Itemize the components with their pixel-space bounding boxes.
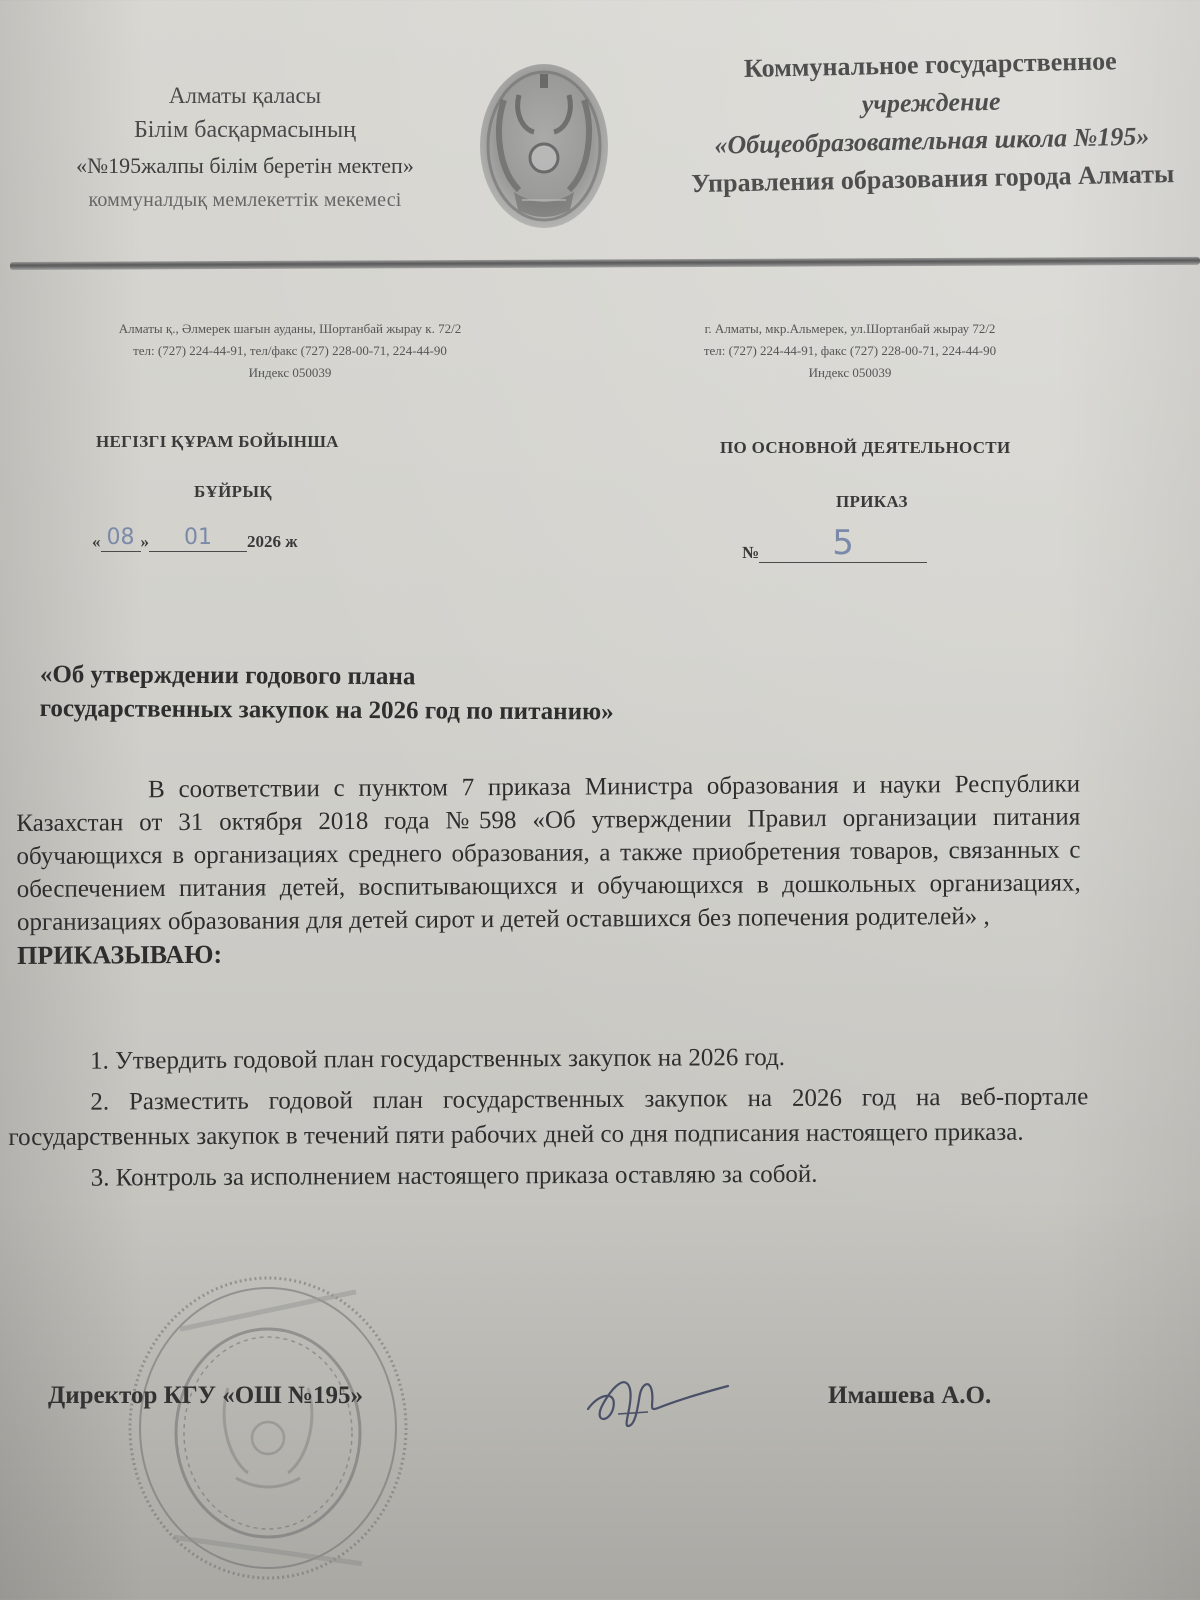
address-russian: [600, 318, 1100, 384]
signatory-position: Директор КГУ «ОШ №195»: [48, 1382, 364, 1409]
order-number: [742, 523, 927, 563]
header-ru-line-4: Управления образования города Алматы: [690, 159, 1175, 199]
order-item-2: 2. Разместить годовой план государственных закупок на 2026 год на веб-портале государственных закупок в течений пяти рабочих дней со дня подписания настоящего приказа.: [8, 1083, 1089, 1151]
date-year: 2026 ж: [247, 532, 298, 551]
order-items: [8, 1038, 1089, 1202]
order-item-3: 3. Контроль за исполнением настоящего приказа оставляю за собой.: [90, 1160, 818, 1192]
address-kazakh: [30, 318, 550, 384]
order-date: [92, 525, 298, 552]
document-title: [40, 658, 614, 730]
order-command: ПРИКАЗЫВАЮ:: [17, 939, 223, 970]
handwritten-signature-icon: [578, 1364, 738, 1434]
address-kz-index: Индекс 050039: [248, 365, 332, 380]
preamble: [16, 768, 1081, 972]
header-russian: [650, 40, 1200, 204]
date-close-quote: »: [140, 532, 149, 551]
order-item-1: 1. Утвердить годовой план государственных закупок на 2026 год.: [90, 1043, 786, 1075]
order-word-russian: ПРИКАЗ: [836, 492, 908, 511]
address-ru-index: Индекс 050039: [808, 365, 892, 380]
official-stamp-icon: [118, 1268, 418, 1598]
order-word-kazakh: БҰЙРЫҚ: [194, 482, 272, 501]
address-ru-phones: тел: (727) 224-44-91, факс (727) 228-00-71, 224-44-90: [703, 343, 997, 358]
order-number-handwritten: 5: [832, 523, 854, 563]
header-kz-line-2: Білім басқармасының: [133, 117, 356, 143]
header-divider: [10, 257, 1200, 270]
header-kazakh: [30, 78, 460, 218]
date-day-handwritten: 08: [106, 525, 135, 550]
address-kz-phones: тел: (727) 224-44-91, тел/факс (727) 228-00-71, 224-44-90: [133, 343, 447, 358]
header-kz-line-1: Алматы қаласы: [168, 83, 322, 108]
address-ru-street: г. Алматы, мкр.Альмерек, ул.Шортанбай жырау 72/2: [704, 321, 996, 336]
date-month-field: [149, 525, 247, 552]
state-emblem-icon: [474, 60, 614, 232]
title-line-1: «Об утверждении годового плана: [39, 660, 416, 691]
section-label-russian: ПО ОСНОВНОЙ ДЕЯТЕЛЬНОСТИ: [720, 438, 1011, 457]
header-kz-line-3: «№195жалпы білім беретін мектеп»: [76, 153, 414, 178]
header-ru-line-1: Коммунальное государственное: [743, 46, 1117, 84]
header-ru-line-3: «Общеобразовательная школа №195»: [714, 121, 1150, 160]
section-label-kazakh: НЕГІЗГІ ҚҰРАМ БОЙЫНША: [96, 432, 339, 451]
date-open-quote: «: [92, 532, 101, 551]
header-kz-line-4: коммуналдық мемлекеттік мекемесі: [88, 189, 402, 211]
header-ru-line-2: учреждение: [861, 86, 1001, 119]
order-number-label: №: [742, 543, 760, 562]
order-number-field: [759, 523, 927, 563]
date-month-handwritten: 01: [184, 525, 212, 550]
address-kz-street: Алматы қ., Әлмерек шағын ауданы, Шортанбай жырау к. 72/2: [118, 321, 462, 336]
title-line-2: государственных закупок на 2026 год по питанию»: [39, 694, 614, 726]
preamble-text: В соответствии с пунктом 7 приказа Министра образования и науки Республики Казахстан от 31 октября 2018 года №598 «Об утверждении Правил организации питания обучающихся в организациях среднего образования, а также приобретения товаров, связанных с обеспечением питания детей, воспитывающихся и обучающихся в дошкольных организациях, организациях образования для детей сирот и детей оставшихся без попечения родителей» ,: [16, 770, 1081, 936]
date-day-field: [101, 525, 141, 552]
signatory-name: Имашева А.О.: [828, 1382, 992, 1409]
